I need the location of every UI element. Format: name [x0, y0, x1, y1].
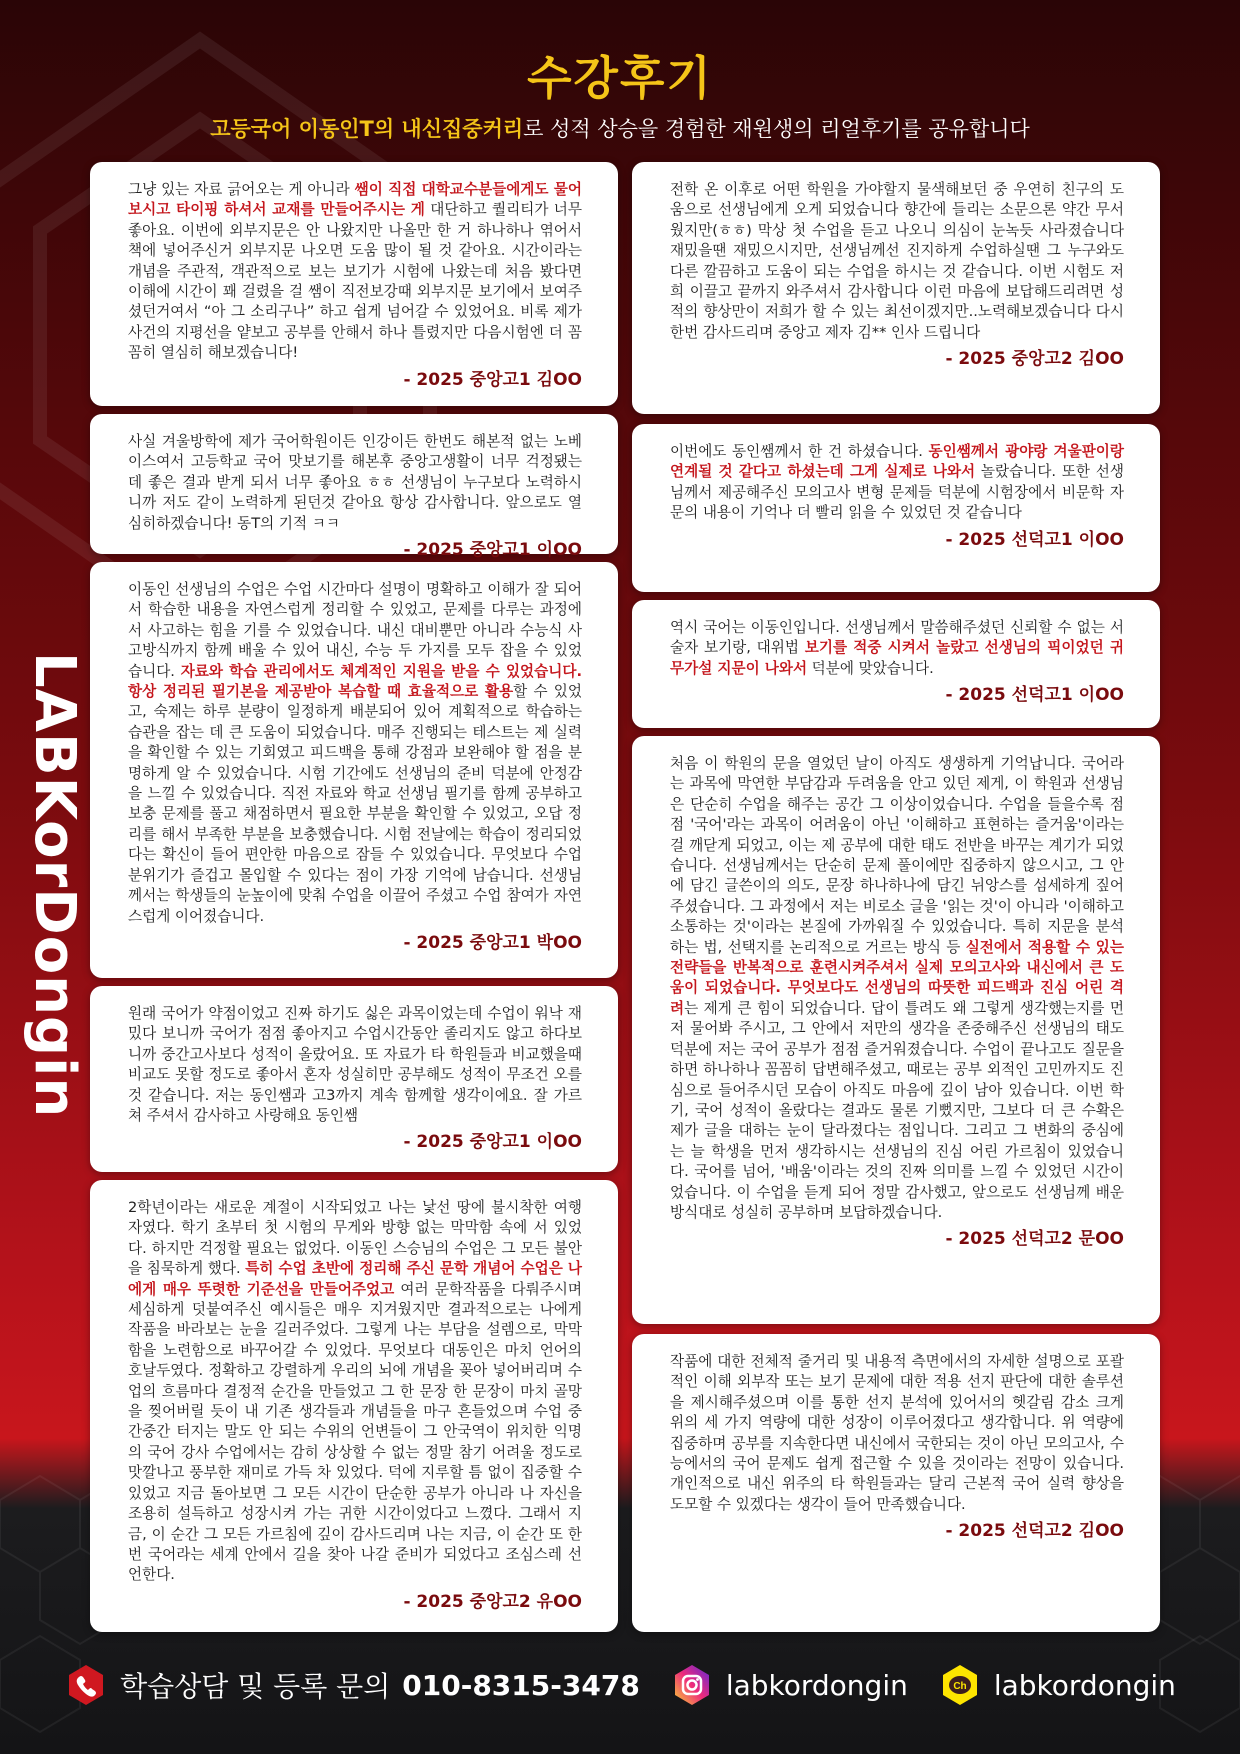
side-brand-text: LABKorDongin — [22, 652, 87, 1119]
review-text: 사실 겨울방학에 제가 국어학원이든 인강이든 한번도 해본적 없는 노베이스여서 고등학교 국어 맛보기를 해본후 중앙고생활이 너무 걱정됐는데 좋은 결과 받게 되서 너무 좋아요 ㅎㅎ 선생님이 누구보다 노력하시니까 저도 같이 노력하게 된던것 같아요 항상 감사합니다. 앞으로도 열심히하겠습니다! 동T의 기적 ㅋㅋ — [128, 433, 582, 532]
review-card — [632, 162, 1160, 414]
review-author: - 2025 중앙고2 유OO — [403, 1591, 582, 1612]
review-card — [632, 424, 1160, 592]
review-card — [632, 1334, 1160, 1632]
phone-contact[interactable] — [64, 1663, 640, 1707]
review-author: - 2025 선덕고2 문OO — [945, 1229, 1124, 1250]
review-author: - 2025 선덕고1 이OO — [945, 685, 1124, 706]
instagram-contact[interactable] — [670, 1663, 908, 1707]
instagram-handle[interactable]: labkordongin — [725, 1668, 908, 1702]
review-text: 2학년이라는 새로운 계절이 시작되었고 나는 낯선 땅에 불시착한 여행자였다. 학기 초부터 첫 시험의 무게와 방향 없는 막막함 속에 서 있었다. 하지만 걱정할 필요는 없었다. 이동인 스승님의 수업은 그 모든 불안을 침묵하게 했다. 특히 수업 초반에 정리해 주신 문학 개념어 수업은 나에게 매우 뚜렷한 기준선을 만들어주었고 여러 문학작품을 다뤄주시며 세심하게 덧붙여주신 예시들은 매우 지겨웠지만 결과적으로는 나에게 작품을 바라보는 눈을 길러주었다. 그렇게 나는 부담을 설렘으로, 막막함을 노련함으로 바꾸어갈 수 있었다. 무엇보다 대동인은 마치 언어의 호날두였다. 정확하고 강렬하게 우리의 뇌에 개념을 꽂아 넣어버리며 수업의 흐름마다 결정적 순간을 만들었고 그 한 문장 한 문장이 마치 골망을 찢어버릴 듯이 내 기존 생각들과 개념들을 마구 흔들었으며 수업 중간중간 터지는 말도 안 되는 수위의 언변들이 그 안국역이 위치한 익명의 국어 강사 수업에서는 감히 상상할 수 없는 정말 참기 어려울 정도로 맛깔나고 풍부한 재미로 가득 차 있었다. 덕에 지루할 틈 없이 집중할 수 있었고 지금 돌아보면 그 모든 시간이 단순한 공부가 아니라 나 자신을 조용히 설득하고 성장시켜 가는 귀한 시간이었다고 느꼈다. 그래서 지금, 이 순간 그 모든 가르침에 깊이 감사드리며 나는 지금, 이 순간 또 한 번 국어라는 세계 안에서 길을 찾아 나갈 준비가 되었다고 조심스레 선언한다. — [128, 1199, 583, 1584]
review-author: - 2025 선덕고1 이OO — [945, 529, 1124, 550]
review-card — [90, 162, 618, 406]
review-author: - 2025 선덕고2 김OO — [945, 1521, 1124, 1542]
review-author: - 2025 중앙고1 김OO — [403, 369, 582, 390]
review-author: - 2025 중앙고1 이OO — [403, 1132, 582, 1153]
phone-label: 학습상담 및 등록 문의 — [120, 1670, 391, 1703]
subtitle-text: 로 성적 상승을 경험한 재원생의 리얼후기를 공유합니다 — [523, 117, 1030, 141]
phone-icon — [64, 1663, 108, 1707]
review-card — [90, 1180, 618, 1632]
review-text: 그냥 있는 자료 긁어오는 게 아니라 쌤이 직접 대학교수분들에게도 물어보시고 타이핑 하셔서 교재를 만들어주시는 게 대단하고 퀄리티가 너무 좋아요. 이번에 외부지문은 안 나왔지만 나올만 한 거 하나하나 엮어서 책에 넣어주신거 외부지문 나오면 도움 많이 될 것 같아요. 시간이라는 개념을 주관적, 객관적으로 보는 보기가 시험에 나왔는데 처음 봤다면 이해에 시간이 꽤 걸렸을 걸 쌤이 직전보강때 외부지문 보기에서 보여주셨던거여서 “아 그 소리구나” 하고 쉽게 넘어갈 수 있었어요. 비록 제가 사건의 지평선을 얕보고 공부를 안해서 하나 틀렸지만 다음시험엔 더 꼼꼼히 열심히 해보겠습니다! — [128, 181, 582, 362]
review-text: 이동인 선생님의 수업은 수업 시간마다 설명이 명확하고 이해가 잘 되어서 학습한 내용을 자연스럽게 정리할 수 있었고, 문제를 다루는 과정에서 사고하는 힘을 기를 수 있었습니다. 내신 대비뿐만 아니라 수능식 사고방식까지 함께 배울 수 있어 내신, 수능 두 가지를 모두 잡을 수 있었습니다. 자료와 학습 관리에서도 체계적인 지원을 받을 수 있었습니다. 항상 정리된 필기본을 제공받아 복습할 때 효율적으로 활용할 수 있었고, 숙제는 하루 분량이 일정하게 배분되어 있어 계획적으로 학습하는 습관을 잡는 데 큰 도움이 되었습니다. 매주 진행되는 테스트는 제 실력을 확인할 수 있는 기회였고 피드백을 통해 강점과 보완해야 할 점을 분명하게 알 수 있었습니다. 시험 기간에도 선생님의 준비 덕분에 안정감을 느낄 수 있었습니다. 직전 자료와 학교 선생님 필기를 함께 공부하고 보충 문제를 풀고 채점하면서 필요한 부분을 확인할 수 있었고, 오답 정리를 해서 부족한 부분을 보충했습니다. 시험 전날에는 학습이 정리되었다는 확신이 들어 편안한 마음으로 잠들 수 있었습니다. 무엇보다 수업 분위기가 즐겁고 몰입할 수 있다는 점이 가장 기억에 남습니다. 선생님께서는 학생들의 눈높이에 맞춰 수업을 이끌어 주셨고 수업 참여가 자연스럽게 이어졌습니다. — [128, 581, 582, 925]
contact-footer — [0, 1648, 1240, 1722]
page-header — [0, 50, 1240, 144]
review-author: - 2025 중앙고1 이OO — [403, 540, 582, 561]
svg-text:Ch: Ch — [953, 1681, 967, 1692]
review-card — [90, 986, 618, 1172]
review-text: 원래 국어가 약점이었고 진짜 하기도 싫은 과목이었는데 수업이 워낙 재밌다 보니까 국어가 점점 좋아지고 수업시간동안 졸리지도 않고 하다보니까 중간고사보다 성적이 올랐어요. 또 자료가 타 학원들과 비교했을때 비교도 못할 정도로 좋아서 혼자 성실히만 공부해도 성적이 무조건 오를 것 같습니다. 저는 동인쌤과 고3까지 계속 함께할 생각이에요. 잘 가르쳐 주셔서 감사하고 사랑해요 동인쌤 — [128, 1005, 582, 1125]
phone-number[interactable]: 010-8315-3478 — [402, 1668, 640, 1702]
review-text: 이번에도 동인쌤께서 한 건 하셨습니다. 동인쌤께서 광야랑 겨울판이랑 연계될 것 같다고 하셨는데 그게 실제로 나와서 놀랐습니다. 또한 선생님께서 제공해주신 모의고사 변형 문제들 덕분에 시험장에서 비문학 자문의 내용이 기억나 더 빨리 읽을 수 있었던 것 같습니다 — [670, 443, 1124, 522]
kakao-channel-icon — [938, 1663, 982, 1707]
review-text: 작품에 대한 전체적 줄거리 및 내용적 측면에서의 자세한 설명으로 포괄적인 이해 외부작 또는 보기 문제에 대한 적용 선지 판단에 대한 솔루션을 제시해주셨으며 이를 통한 선지 분석에 있어서의 헷갈림 감소 크게 위의 세 가지 역량에 대한 성장이 이루어졌다고 생각합니다. 위 역량에 집중하며 공부를 지속한다면 내신에서 국한되는 것이 아닌 모의고사, 수능에서의 국어 문제도 쉽게 접근할 수 있을 것이라는 전망이 있습니다. 개인적으로 내신 위주의 타 학원들과는 달리 근본적 국어 실력 향상을 도모할 수 있겠다는 생각이 들어 만족했습니다. — [670, 1353, 1124, 1513]
review-text: 역시 국어는 이동인입니다. 선생님께서 말씀해주셨던 신뢰할 수 없는 서술자 보기랑, 대위법 보기를 적중 시켜서 놀랐고 선생님의 픽이었던 귀무가설 지문이 나와서 덕분에 맞았습니다. — [670, 619, 1124, 677]
page-title: 수강후기 — [527, 51, 713, 105]
review-text: 처음 이 학원의 문을 열었던 날이 아직도 생생하게 기억납니다. 국어라는 과목에 막연한 부담감과 두려움을 안고 있던 제게, 이 학원과 선생님은 단순히 수업을 해주는 공간 그 이상이었습니다. 수업을 들을수록 점점 '국어'라는 과목이 어려움이 아닌 '이해하고 표현하는 즐거움'이라는 걸 깨닫게 되었고, 이는 제 공부에 대한 태도 전반을 바꾸는 계기가 되었습니다. 선생님께서는 단순히 문제 풀이에만 집중하지 않으시고, 그 안에 담긴 글쓴이의 의도, 문장 하나하나에 담긴 뉘앙스를 섬세하게 짚어주셨습니다. 그 과정에서 저는 비로소 글을 '읽는 것'이 아니라 '이해하고 소통하는 것'이라는 본질에 가까워질 수 있었습니다. 특히 지문을 분석하는 법, 선택지를 논리적으로 거르는 방식 등 실전에서 적용할 수 있는 전략들을 반복적으로 훈련시켜주셔서 실제 모의고사와 내신에서 큰 도움이 되었습니다. 무엇보다도 선생님의 따뜻한 피드백과 진심 어린 격려는 제게 큰 힘이 되었습니다. 답이 틀려도 왜 그렇게 생각했는지를 먼저 물어봐 주시고, 그 안에서 저만의 생각을 존중해주신 선생님의 태도 덕분에 저는 국어 공부가 점점 즐거워졌습니다. 수업이 끝나고도 질문을 하면 하나하나 꼼꼼히 답변해주셨고, 때로는 공부 외적인 고민까지도 진심으로 들어주시던 모습이 아직도 마음에 깊이 남아 있습니다. 이번 학기, 국어 성적이 올랐다는 결과도 물론 기뻤지만, 그보다 더 큰 수확은 제가 글을 대하는 눈이 달라졌다는 점입니다. 그리고 그 변화의 중심에는 늘 학생을 먼저 생각하시는 선생님의 진심 어린 가르침이 있었습니다. 국어를 넘어, '배움'이라는 것의 진짜 의미를 느낄 수 있었던 시간이었습니다. 이 수업을 듣게 되어 정말 감사했고, 앞으로도 선생님께 배운 방식대로 성실히 공부하며 보답하겠습니다. — [670, 755, 1124, 1221]
kakao-contact[interactable] — [938, 1663, 1176, 1707]
review-author: - 2025 중앙고2 김OO — [945, 349, 1124, 370]
review-card — [90, 562, 618, 978]
review-card — [632, 736, 1160, 1324]
kakao-handle[interactable]: labkordongin — [993, 1668, 1176, 1702]
review-text: 전학 온 이후로 어떤 학원을 가야할지 물색해보던 중 우연히 친구의 도움으로 선생님에게 오게 되었습니다 향간에 들리는 소문으론 약간 무서웠지만(ㅎㅎ) 막상 첫 수업을 듣고 나오니 의심이 눈녹듯 사라졌습니다 재밌을땐 재밌으시지만, 선생님께선 진지하게 수업하실땐 그 누구와도 다른 깔끔하고 도움이 되는 수업을 하시는 것 같습니다. 이번 시험도 저희 이끌고 끝까지 와주셔서 감사합니다 이런 마음에 보답해드리려면 성적의 향상만이 저희가 할 수 있는 최선이겠지만..노력해보겠습니다 다시 한번 감사드리며 중앙고 제자 김** 인사 드립니다 — [670, 181, 1124, 341]
review-card — [90, 414, 618, 561]
instagram-icon — [670, 1663, 714, 1707]
page-subtitle — [0, 114, 1240, 144]
subtitle-highlight: 고등국어 이동인T의 내신집중커리 — [210, 117, 524, 141]
review-card — [632, 600, 1160, 728]
review-author: - 2025 중앙고1 박OO — [403, 932, 582, 953]
